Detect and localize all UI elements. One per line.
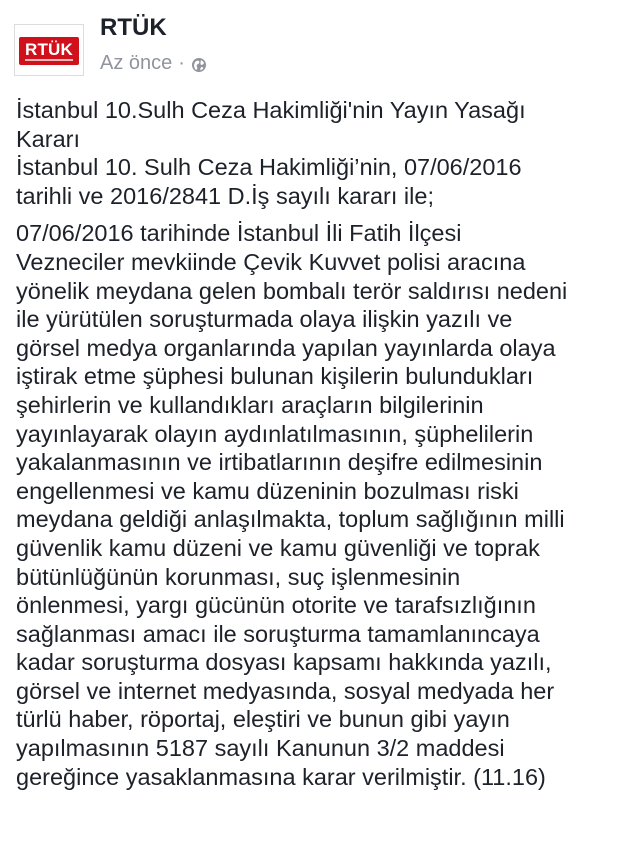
body-line: iştirak etme şüphesi bulunan kişilerin bulundukları — [16, 363, 534, 390]
post-body — [16, 219, 628, 791]
rtuk-logo — [19, 37, 79, 65]
body-line: sağlanması amacı ile soruşturma tamamlanıncaya — [16, 620, 540, 647]
body-line: ile yürütülen soruşturmada olaya ilişkin yazılı ve — [16, 306, 513, 333]
post-meta — [100, 52, 207, 75]
timestamp[interactable]: Az önce — [100, 52, 173, 74]
logo-text: RTÜK — [24, 40, 73, 59]
post-content — [16, 96, 628, 791]
post-header — [14, 14, 614, 84]
body-line: görsel ve internet medyasında, sosyal medyada her — [16, 677, 555, 704]
body-line: önlenmesi, yargı gücünün otorite ve tarafsızlığının — [16, 592, 536, 619]
meta-separator: · — [178, 52, 185, 74]
body-line: yapılmasının 5187 sayılı Kanunun 3/2 maddesi — [16, 735, 505, 762]
body-line: kadar soruşturma dosyası kapsamı hakkında yazılı, — [16, 649, 552, 676]
body-line: şehirlerin ve kullandıkları araçların bilgilerinin — [16, 391, 484, 418]
author-name[interactable]: RTÜK — [100, 14, 167, 41]
body-line: gereğince yasaklanmasına karar verilmiştir. (11.16) — [16, 763, 546, 790]
body-line: meydana geldiği anlaşılmakta, toplum sağlığının milli — [16, 506, 565, 533]
body-line: güvenlik kamu düzeni ve kamu güvenliği ve toprak — [16, 534, 540, 561]
body-line: engellenmesi ve kamu düzeninin bozulması riski — [16, 477, 519, 504]
globe-icon[interactable] — [191, 56, 207, 72]
body-line: türlü haber, röportaj, eleştiri ve bunun gibi yayın — [16, 706, 510, 733]
body-line: yayınlayarak olayın aydınlatılmasının, şüphelilerin — [16, 420, 534, 447]
body-line: görsel medya organlarında yapılan yayınlarda olaya — [16, 334, 556, 361]
reference-line: İstanbul 10. Sulh Ceza Hakimliği’nin, 07/06/2016 — [16, 154, 522, 181]
body-line: 07/06/2016 tarihinde İstanbul İli Fatih İlçesi — [16, 220, 462, 247]
logo-underline — [25, 59, 73, 61]
body-line: yakalanmasının ve irtibatlarının deşifre edilmesinin — [16, 449, 543, 476]
body-line: Vezneciler mevkiinde Çevik Kuvvet polisi aracına — [16, 248, 526, 275]
body-line: bütünlüğünün korunması, suç işlenmesinin — [16, 563, 461, 590]
avatar[interactable] — [14, 24, 84, 76]
body-line: yönelik meydana gelen bombalı terör saldırısı nedeni — [16, 277, 568, 304]
title-line: İstanbul 10.Sulh Ceza Hakimliği'nin Yayın Yasağı — [16, 97, 526, 123]
title-line: Kararı — [16, 125, 80, 152]
reference-line: tarihli ve 2016/2841 D.İş sayılı kararı ile; — [16, 182, 434, 209]
